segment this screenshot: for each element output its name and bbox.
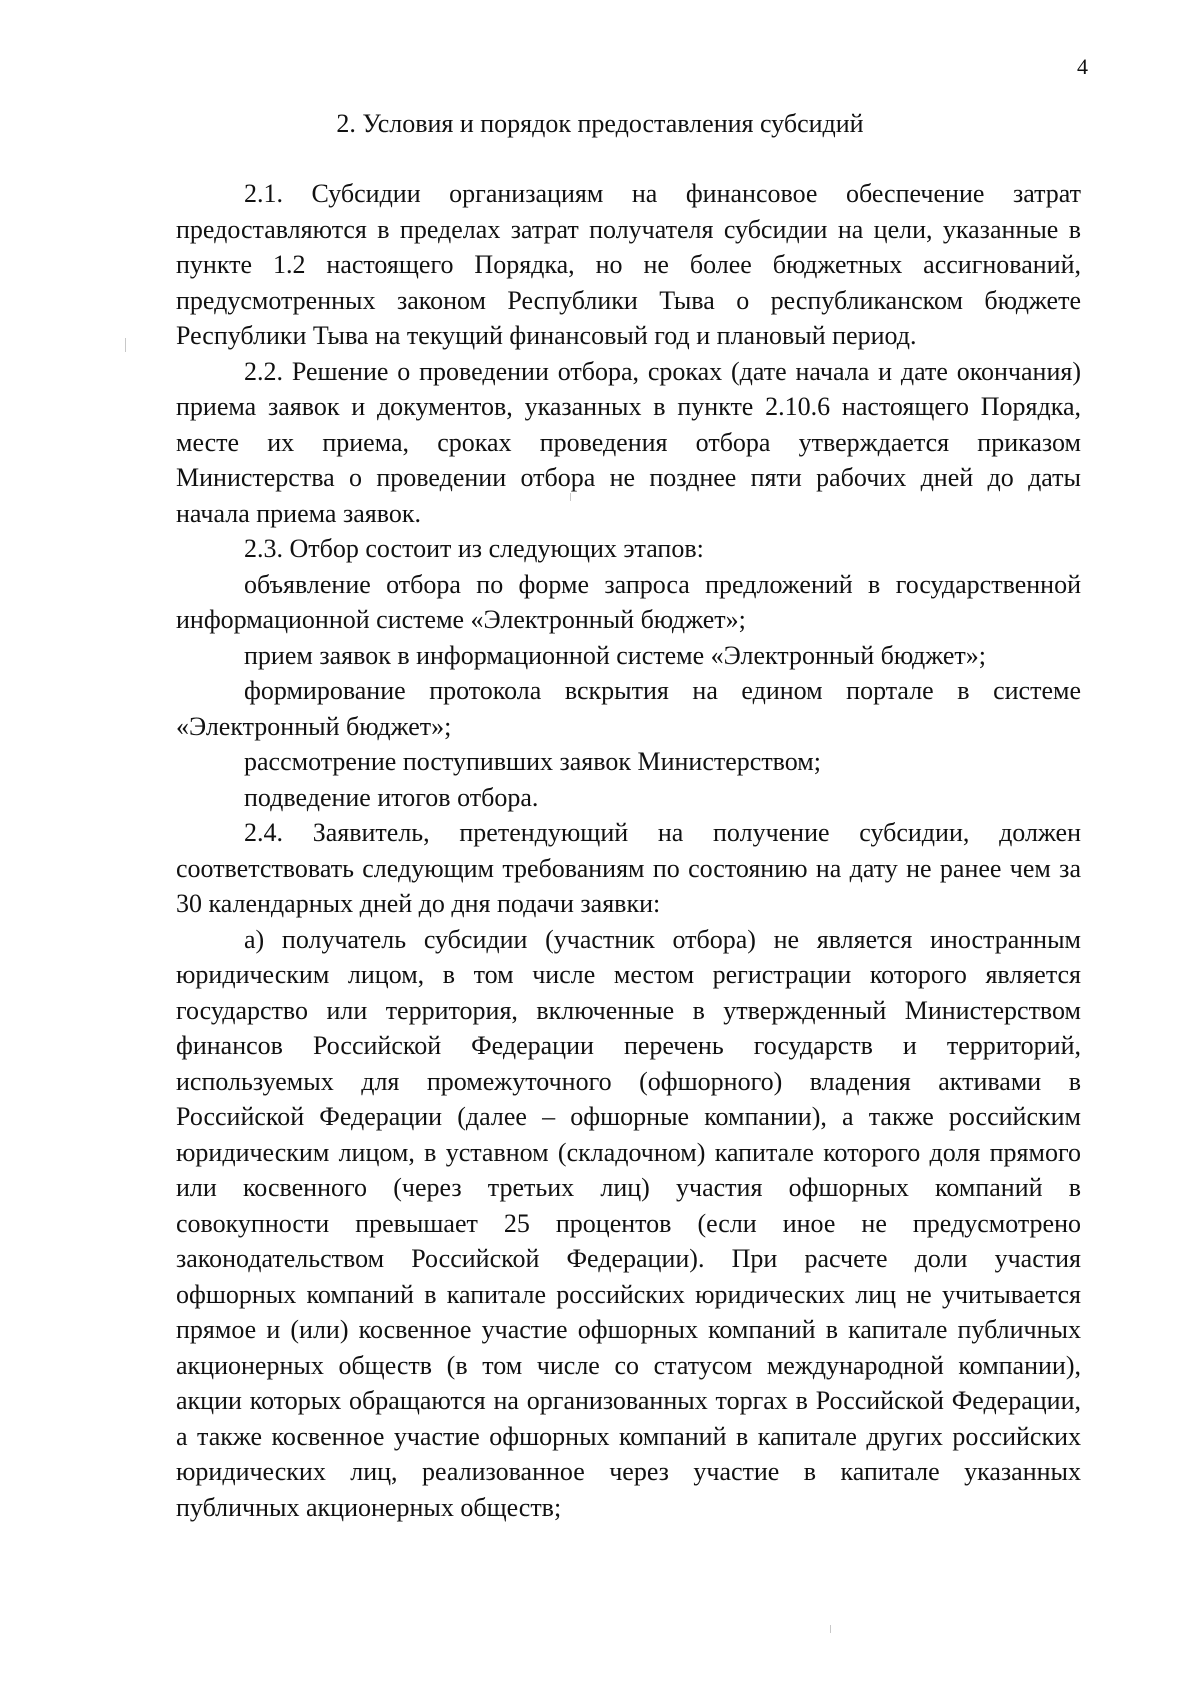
section-heading: 2. Условия и порядок предоставления субсидий [336,109,864,138]
paragraph-2-4: 2.4. Заявитель, претендующий на получение субсидии, должен соответствовать следующим требованиям по состоянию на дату не ранее чем за 30 календарных дней до дня подачи заявки: [176,818,1081,918]
scan-artifact-mark [125,338,126,352]
paragraph-2-3: 2.3. Отбор состоит из следующих этапов: [244,534,704,563]
paragraph-2-1: 2.1. Субсидии организациям на финансовое обеспечение затрат предоставляются в пределах затрат получателя субсидии на цели, указанные в пункте 1.2 настоящего Порядка, но не более бюджетных ассигнований, предусмотренных законом Республики Тыва о республиканском бюджете Республики Тыва на текущий финансовый год и плановый период. [176,179,1081,350]
list-item-stage-receipt: прием заявок в информационной системе «Электронный бюджет»; [244,640,986,670]
scan-artifact-mark [830,1625,831,1633]
list-item-stage-announcement: объявление отбора по форме запроса предложений в государственной информационной системе «Электронный бюджет»; [176,569,1081,634]
list-item-stage-results: подведение итогов отбора. [244,782,539,812]
scan-artifact-mark [570,493,571,501]
paragraph-2-4-a: а) получатель субсидии (участник отбора) не является иностранным юридическим лицом, в том числе местом регистрации которого является государство или территория, включенные в утвержденный Министерством финансов Российской Федерации перечень государств и территорий, используемых для промежуточного (офшорного) владения активами в Российской Федерации (далее – офшорные компании), а также российским юридическим лицом, в уставном (складочном) капитале которого доля прямого или косвенного (через третьих лиц) участия офшорных компаний в совокупности превышает 25 процентов (если иное не предусмотрено законодательством Российской Федерации). При расчете доли участия офшорных компаний в капитале российских юридических лиц не учитывается прямое и (или) косвенное участие офшорных компаний в капитале публичных акционерных обществ (в том числе со статусом международной компании), акции которых обращаются на организованных торгах в Российской Федерации, а также косвенное участие офшорных компаний в капитале других российских юридических лиц, реализованное через участие в капитале указанных публичных акционерных обществ; [176,924,1081,1522]
list-item-stage-review: рассмотрение поступивших заявок Министерством; [244,747,821,776]
paragraph-2-2: 2.2. Решение о проведении отбора, сроках (дате начала и дате окончания) приема заявок и документов, указанных в пункте 2.10.6 настоящего Порядка, месте их приема, сроках проведения отбора утверждается приказом Министерства о проведении отбора не позднее пяти рабочих дней до даты начала приема заявок. [176,356,1081,528]
document-body [176,176,1081,1525]
list-item-stage-protocol: формирование протокола вскрытия на едином портале в системе «Электронный бюджет»; [176,676,1081,741]
page-number: 4 [1077,54,1088,79]
